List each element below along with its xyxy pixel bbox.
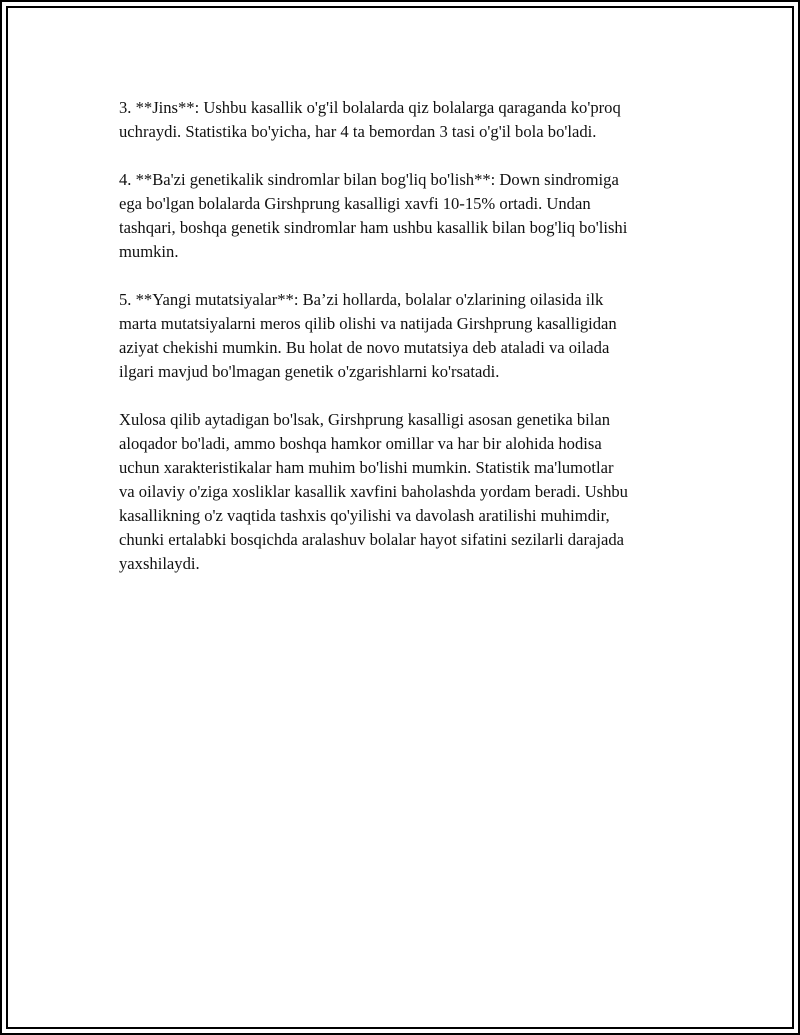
text-line: chunki ertalabki bosqichda aralashuv bolalar hayot sifatini sezilarli darajada xyxy=(119,530,624,549)
text-line: va oilaviy o'ziga xosliklar kasallik xavfini baholashda yordam beradi. Ushbu xyxy=(119,482,628,501)
text-line: 3. **Jins**: Ushbu kasallik o'g'il bolalarda qiz bolalarga qaraganda ko'proq xyxy=(119,98,621,117)
text-line: aziyat chekishi mumkin. Bu holat de novo mutatsiya deb ataladi va oilada xyxy=(119,338,610,357)
text-line: aloqador bo'ladi, ammo boshqa hamkor omillar va har bir alohida hodisa xyxy=(119,434,602,453)
paragraph-conclusion xyxy=(119,408,694,576)
text-line: ilgari mavjud bo'lmagan genetik o'zgarishlarni ko'rsatadi. xyxy=(119,362,500,381)
text-line: 4. **Ba'zi genetikalik sindromlar bilan bog'liq bo'lish**: Down sindromiga xyxy=(119,170,619,189)
text-line: marta mutatsiyalarni meros qilib olishi va natijada Girshprung kasalligidan xyxy=(119,314,617,333)
text-line: Xulosa qilib aytadigan bo'lsak, Girshprung kasalligi asosan genetika bilan xyxy=(119,410,611,429)
text-line: kasallikning o'z vaqtida tashxis qo'yilishi va davolash aratilishi muhimdir, xyxy=(119,506,610,525)
document-body xyxy=(119,96,694,600)
text-line: 5. **Yangi mutatsiyalar**: Ba’zi hollarda, bolalar o'zlarining oilasida ilk xyxy=(119,290,604,309)
paragraph-jins xyxy=(119,96,694,144)
text-line: uchraydi. Statistika bo'yicha, har 4 ta bemordan 3 tasi o'g'il bola bo'ladi. xyxy=(119,122,597,141)
text-line: mumkin. xyxy=(119,242,179,261)
text-line: tashqari, boshqa genetik sindromlar ham ushbu kasallik bilan bog'liq bo'lishi xyxy=(119,218,628,237)
paragraph-new-mutations xyxy=(119,288,694,384)
paragraph-genetic-syndromes xyxy=(119,168,694,264)
text-line: yaxshilaydi. xyxy=(119,554,200,573)
text-line: ega bo'lgan bolalarda Girshprung kasalligi xavfi 10-15% ortadi. Undan xyxy=(119,194,591,213)
text-line: uchun xarakteristikalar ham muhim bo'lishi mumkin. Statistik ma'lumotlar xyxy=(119,458,614,477)
